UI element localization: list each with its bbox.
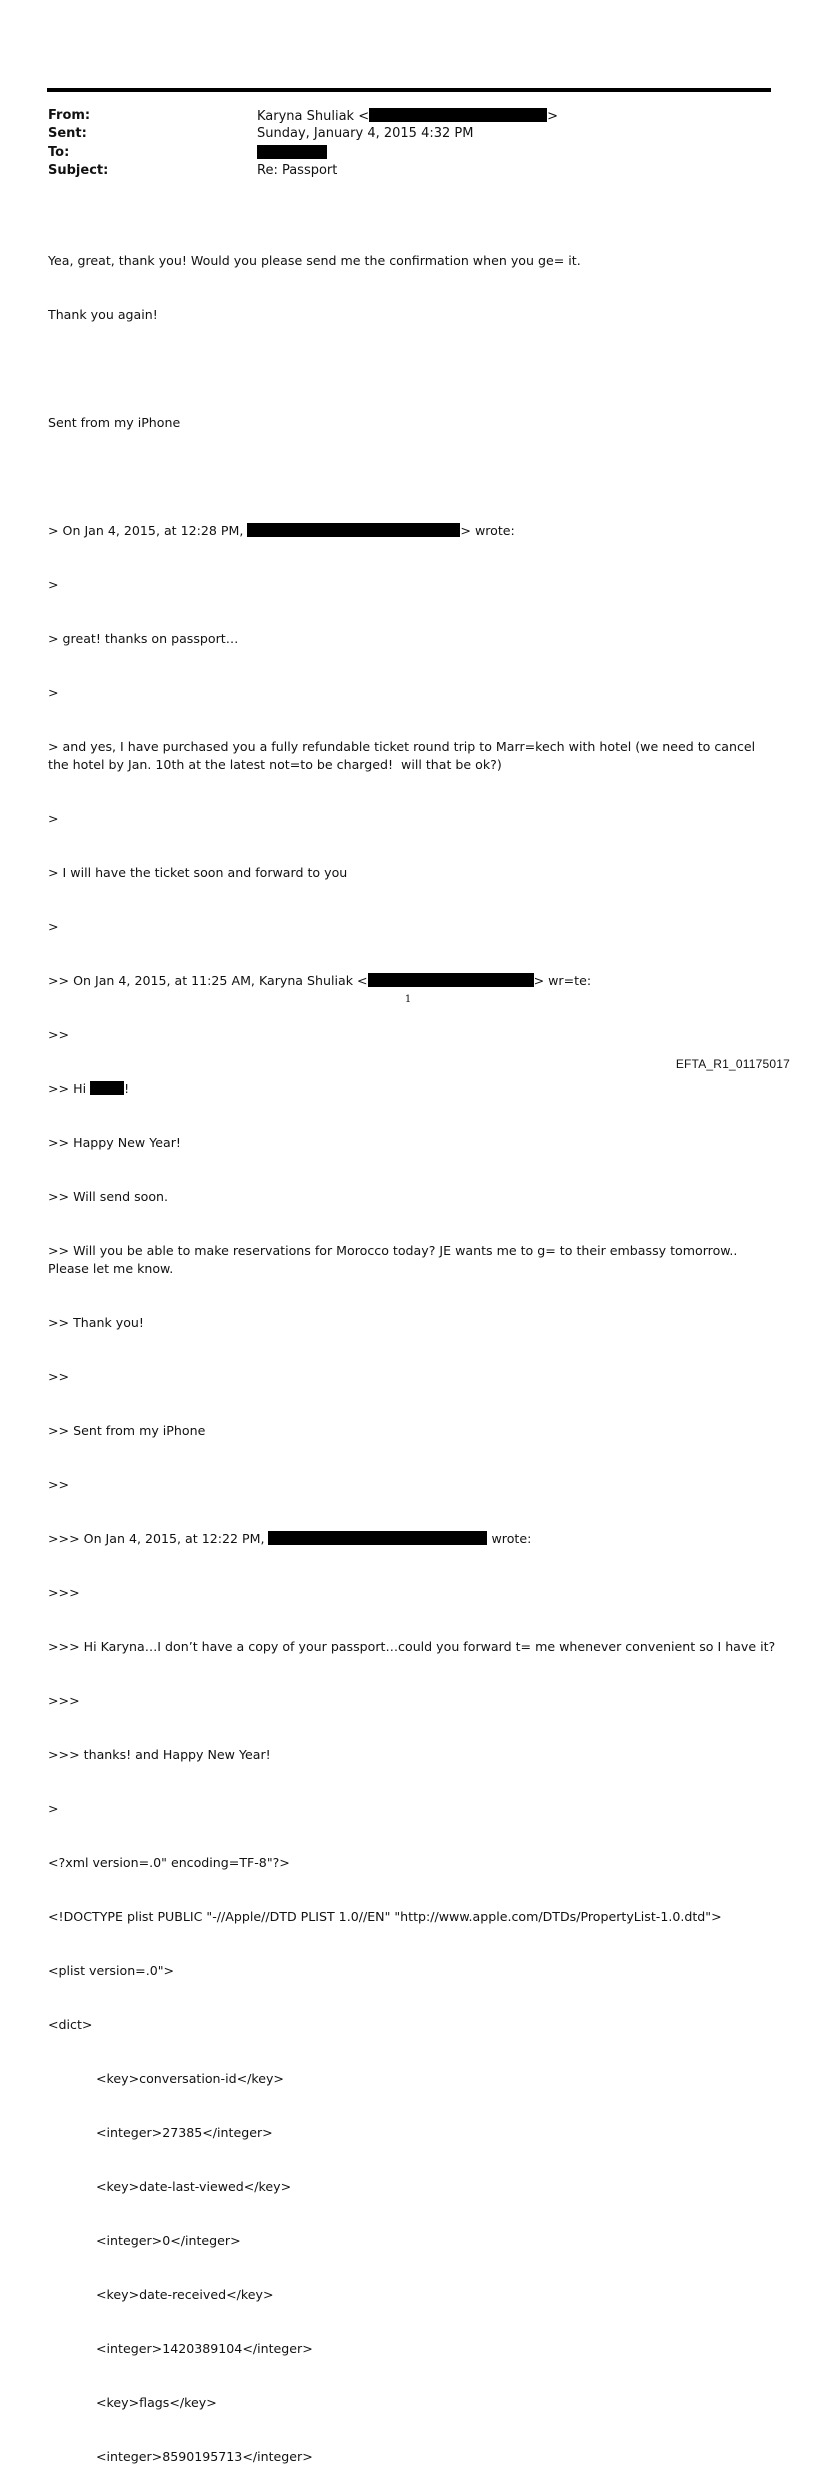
xml-line: <integer>8590195713</integer> — [96, 2449, 313, 2464]
redaction-box — [90, 1081, 124, 1095]
quote-line: > and yes, I have purchased you a fully refundable ticket round trip to Marr=kech with hotel (we need to cancel the hotel by Jan. 10th at the latest not=to be charged! will that be ok?) — [48, 739, 760, 772]
xml-line: <!DOCTYPE plist PUBLIC "-//Apple//DTD PLIST 1.0//EN" "http://www.apple.com/DTDs/PropertyList-1.0.dtd"> — [48, 1909, 722, 1924]
xml-line: <integer>0</integer> — [96, 2233, 241, 2248]
sent-label: Sent: — [48, 126, 87, 141]
quote-header-suffix: > wrote: — [460, 523, 515, 538]
quote-header-prefix: >>> On Jan 4, 2015, at 12:22 PM, — [48, 1531, 265, 1546]
from-value — [257, 108, 558, 124]
body-line: Thank you again! — [48, 307, 158, 322]
quote-line: > — [48, 1801, 59, 1816]
from-close-bracket: > — [547, 109, 559, 124]
quote-line: >>> thanks! and Happy New Year! — [48, 1747, 271, 1762]
quote-line: >> — [48, 1027, 70, 1042]
redaction-box — [268, 1531, 487, 1545]
blank-line — [48, 360, 778, 378]
quote-line: > great! thanks on passport… — [48, 631, 239, 646]
to-value — [257, 145, 327, 161]
subject-label: Subject: — [48, 163, 109, 178]
quote-line: >> Will you be able to make reservations for Morocco today? JE wants me to g= to their embassy tomorrow.. Please let me know. — [48, 1243, 742, 1276]
from-name: Karyna Shuliak — [257, 109, 355, 124]
page-number: 1 — [404, 994, 412, 1005]
quote-line: >> Sent from my iPhone — [48, 1423, 206, 1438]
body-line: Sent from my iPhone — [48, 415, 181, 430]
quote-line: >> Thank you! — [48, 1315, 144, 1330]
quote-line: >>> — [48, 1693, 80, 1708]
xml-line: <?xml version=.0" encoding=TF-8"?> — [48, 1855, 290, 1870]
quote-line: > — [48, 685, 59, 700]
quote-line: >>> — [48, 1585, 80, 1600]
xml-line: <integer>1420389104</integer> — [96, 2341, 313, 2356]
subject-value: Re: Passport — [257, 163, 338, 178]
quote-header-line — [48, 972, 778, 990]
quote-header-line — [48, 1530, 778, 1548]
redaction-box — [369, 108, 547, 122]
sent-value: Sunday, January 4, 2015 4:32 PM — [257, 126, 474, 141]
quote-line: >>> Hi Karyna…I don’t have a copy of your passport…could you forward t= me whenever convenient so I have it? — [48, 1639, 776, 1654]
quote-line: > — [48, 577, 59, 592]
greeting-prefix: >> Hi — [48, 1081, 87, 1096]
quote-header-prefix: >> On Jan 4, 2015, at 11:25 AM, Karyna Shuliak < — [48, 973, 368, 988]
quote-line: > — [48, 811, 59, 826]
from-label: From: — [48, 108, 91, 123]
quote-line: >> — [48, 1369, 70, 1384]
from-open-bracket: < — [358, 109, 370, 124]
redaction-box — [368, 973, 534, 987]
quote-header-prefix: > On Jan 4, 2015, at 12:28 PM, — [48, 523, 244, 538]
header-rule — [47, 88, 771, 92]
redaction-box — [247, 523, 460, 537]
quote-line: >> Will send soon. — [48, 1189, 169, 1204]
email-body — [48, 216, 778, 2484]
xml-line: <key>conversation-id</key> — [96, 2071, 284, 2086]
xml-line: <dict> — [48, 2017, 93, 2032]
quote-header-suffix: > wr=te: — [533, 973, 592, 988]
body-line: Yea, great, thank you! Would you please send me the confirmation when you ge= it. — [48, 253, 581, 268]
quote-line — [48, 1080, 778, 1098]
xml-line: <key>date-last-viewed</key> — [96, 2179, 292, 2194]
quote-header-suffix: wrote: — [491, 1531, 532, 1546]
to-label: To: — [48, 145, 70, 160]
xml-line: <plist version=.0"> — [48, 1963, 175, 1978]
redaction-box — [257, 145, 327, 159]
quote-line: > I will have the ticket soon and forward to you — [48, 865, 348, 880]
blank-line — [48, 468, 778, 486]
xml-line: <key>flags</key> — [96, 2395, 217, 2410]
quote-line: >> — [48, 1477, 70, 1492]
quote-header-line — [48, 522, 778, 540]
greeting-suffix: ! — [124, 1081, 130, 1096]
xml-line: <integer>27385</integer> — [96, 2125, 273, 2140]
quote-line: >> Happy New Year! — [48, 1135, 181, 1150]
xml-line: <key>date-received</key> — [96, 2287, 274, 2302]
bates-stamp: EFTA_R1_01175017 — [675, 1057, 790, 1071]
quote-line: > — [48, 919, 59, 934]
